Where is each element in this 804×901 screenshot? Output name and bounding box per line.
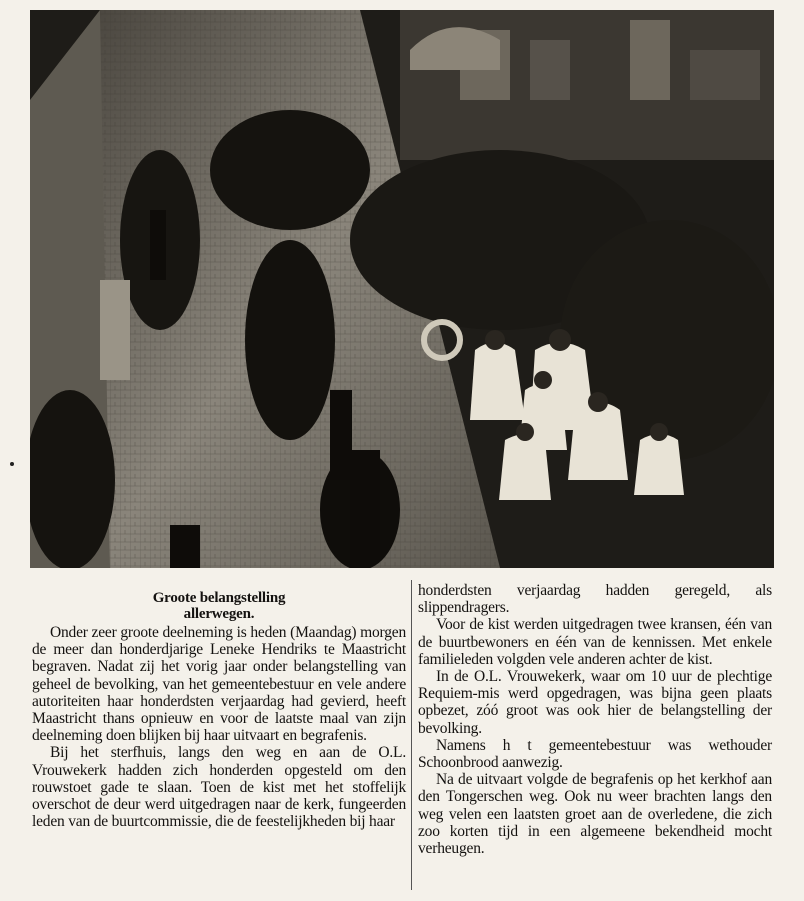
paragraph: Namens h t gemeentebestuur was wethouder Schoonbrood aanwezig.: [418, 736, 772, 772]
column-divider: [411, 580, 412, 890]
article-headline: [32, 590, 406, 622]
funeral-procession-photo: [30, 10, 774, 568]
paragraph: Na de uitvaart volgde de begrafenis op het kerkhof aan den Tongerschen weg. Ook nu weer brachten langs den weg velen een laatsten groet aan de overledene, die zich zoo korten tijd in een algemeene bekendheid mocht verheugen.: [418, 771, 772, 858]
paragraph: In de O.L. Vrouwekerk, waar om 10 uur de plechtige Requiem-mis werd opgedragen, was bijna geen plaats opbezet, zóó groot was ook hier de belangstelling der bevolking.: [418, 668, 772, 737]
article-right-column: [418, 582, 772, 857]
headline-line-2: allerwegen.: [183, 606, 255, 622]
paragraph: Bij het sterfhuis, langs den weg en aan de O.L. Vrouwekerk hadden zich honderden opgesteld om den rouwstoet gade te slaan. Toen de kist met het stoffelijk overschot de deur werd uitgedragen naar de kerk, fungeerden leden van de buurtcommissie, die de feestelijkheden bij haar: [32, 744, 406, 831]
margin-dot: [10, 462, 14, 466]
paragraph: honderdsten verjaardag hadden geregeld, als slippendragers.: [418, 582, 772, 617]
paragraph: Voor de kist werden uitgedragen twee kransen, één van de buurtbewoners en één van de kennissen. Met enkele familieleden volgden vele anderen achter de kist.: [418, 616, 772, 668]
headline-line-1: Groote belangstelling: [152, 590, 286, 606]
paragraph: Onder zeer groote deelneming is heden (Maandag) morgen de meer dan honderdjarige Leneke Hendriks te Maastricht begraven. Nadat zij het vorig jaar onder belangstelling van geheel de bevolking, van het gemeentebestuur en vele andere autoriteiten haar honderdsten verjaardag had gevierd, heeft Maastricht thans opnieuw en voor de laatste maal van zijn deelneming doen blijken bij haar uitvaart en begrafenis.: [32, 624, 406, 745]
article-left-column: [32, 582, 406, 830]
photo-illustration: [30, 10, 774, 568]
